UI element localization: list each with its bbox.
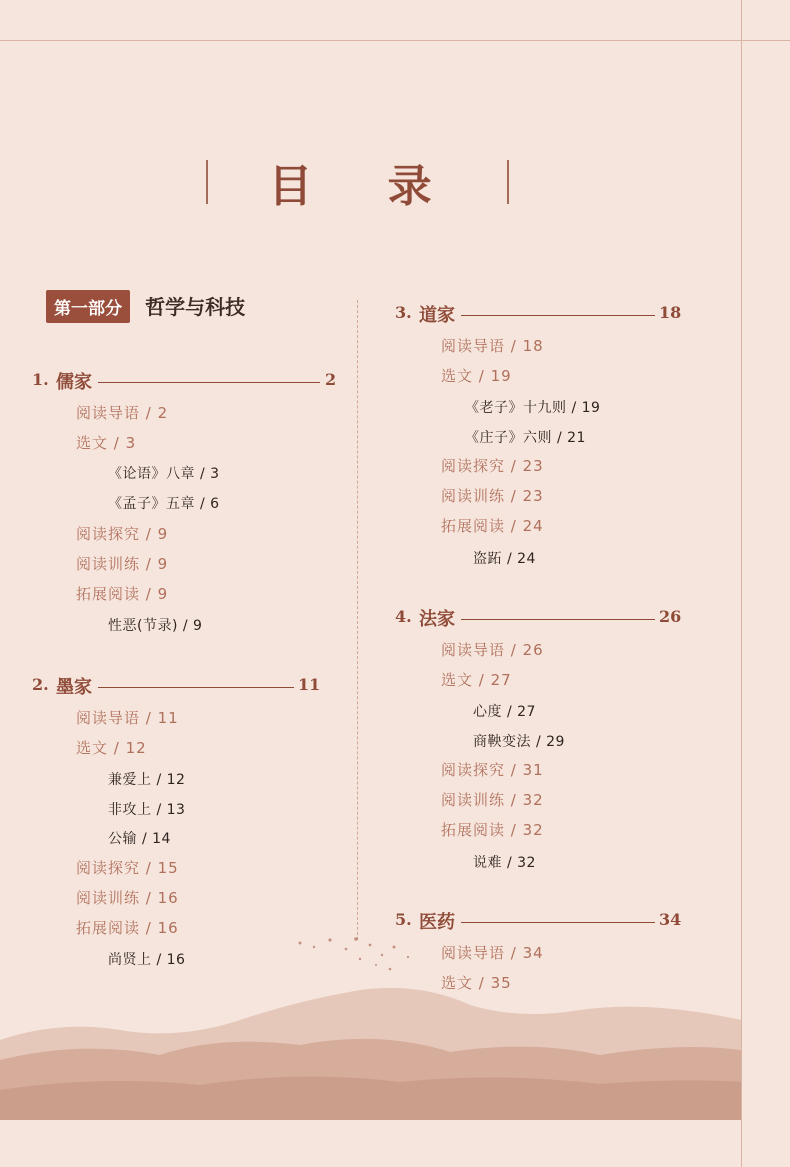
part-title: 哲学与科技	[145, 295, 246, 319]
toc-entry[interactable]: 选文 / 12	[76, 739, 147, 757]
chapter-2	[32, 675, 322, 968]
part-heading	[46, 290, 245, 323]
toc-subentry[interactable]: 公输 / 14	[108, 831, 171, 847]
chapter-5	[395, 910, 695, 992]
toc-entry[interactable]: 选文 / 19	[441, 367, 512, 385]
chapter-number: 4.	[395, 607, 412, 626]
chapter-leader-line	[461, 619, 655, 620]
chapter-3	[395, 303, 695, 567]
toc-entry[interactable]: 阅读探究 / 15	[76, 859, 179, 877]
chapter-heading[interactable]	[395, 607, 695, 633]
chapter-number: 5.	[395, 910, 412, 929]
chapter-number: 3.	[395, 303, 412, 322]
title-bar-left	[206, 160, 208, 204]
column-divider	[357, 300, 358, 940]
chapter-page: 2	[325, 370, 337, 389]
chapter-4	[395, 607, 695, 871]
chapter-page: 18	[659, 303, 682, 322]
toc-subentry[interactable]: 《老子》十九则 / 19	[465, 400, 601, 416]
chapter-heading[interactable]	[395, 910, 695, 936]
toc-subentry[interactable]: 《孟子》五章 / 6	[108, 496, 220, 512]
toc-subentry[interactable]: 《庄子》六则 / 21	[465, 430, 586, 446]
chapter-heading[interactable]	[395, 303, 695, 329]
title-bar-right	[507, 160, 509, 204]
toc-subentry[interactable]: 盗跖 / 24	[473, 551, 536, 567]
toc-entry[interactable]: 阅读导语 / 26	[441, 641, 544, 659]
toc-subentry[interactable]: 说难 / 32	[473, 855, 536, 871]
toc-entry[interactable]: 阅读探究 / 31	[441, 761, 544, 779]
toc-entry[interactable]: 拓展阅读 / 24	[441, 517, 544, 535]
toc-entry[interactable]: 拓展阅读 / 16	[76, 919, 179, 937]
toc-entry[interactable]: 阅读训练 / 16	[76, 889, 179, 907]
toc-subentry[interactable]: 非攻上 / 13	[108, 802, 186, 818]
toc-subentry[interactable]: 心度 / 27	[473, 704, 536, 720]
toc-subentry[interactable]: 《论语》八章 / 3	[108, 466, 220, 482]
chapter-1	[32, 370, 337, 634]
chapter-heading[interactable]	[32, 675, 322, 701]
toc-entry[interactable]: 阅读导语 / 2	[76, 404, 169, 422]
chapter-leader-line	[461, 922, 655, 923]
toc-entry[interactable]: 阅读导语 / 18	[441, 337, 544, 355]
toc-entry[interactable]: 选文 / 35	[441, 974, 512, 992]
chapter-leader-line	[98, 687, 294, 688]
toc-entry[interactable]: 拓展阅读 / 9	[76, 585, 169, 603]
chapter-leader-line	[461, 315, 655, 316]
mountain-landscape-decoration	[0, 960, 741, 1120]
toc-entry[interactable]: 阅读导语 / 11	[76, 709, 179, 727]
chapter-name: 法家	[419, 609, 455, 630]
toc-subentry[interactable]: 尚贤上 / 16	[108, 952, 186, 968]
page-frame-right	[741, 0, 742, 1167]
toc-subentry[interactable]: 性恶(节录) / 9	[108, 618, 203, 634]
toc-entry[interactable]: 阅读训练 / 9	[76, 555, 169, 573]
chapter-name: 道家	[419, 305, 455, 326]
toc-title-block	[0, 150, 715, 214]
chapter-name: 墨家	[56, 677, 92, 698]
toc-entry[interactable]: 阅读探究 / 9	[76, 525, 169, 543]
toc-entry[interactable]: 选文 / 3	[76, 434, 137, 452]
chapter-page: 11	[298, 675, 321, 694]
page-frame-top	[0, 40, 790, 41]
toc-entry[interactable]: 阅读探究 / 23	[441, 457, 544, 475]
chapter-page: 34	[659, 910, 682, 929]
toc-entry[interactable]: 选文 / 27	[441, 671, 512, 689]
chapter-number: 1.	[32, 370, 49, 389]
toc-subentry[interactable]: 商鞅变法 / 29	[473, 734, 565, 750]
chapter-page: 26	[659, 607, 682, 626]
toc-title: 目 录	[268, 161, 462, 212]
toc-subentry[interactable]: 兼爱上 / 12	[108, 772, 186, 788]
chapter-name: 儒家	[56, 372, 92, 393]
toc-entry[interactable]: 拓展阅读 / 32	[441, 821, 544, 839]
toc-entry[interactable]: 阅读训练 / 23	[441, 487, 544, 505]
chapter-name: 医药	[419, 912, 455, 933]
chapter-leader-line	[98, 382, 320, 383]
chapter-heading[interactable]	[32, 370, 337, 396]
toc-entry[interactable]: 阅读导语 / 34	[441, 944, 544, 962]
part-tag: 第一部分	[46, 290, 130, 323]
toc-entry[interactable]: 阅读训练 / 32	[441, 791, 544, 809]
chapter-number: 2.	[32, 675, 49, 694]
